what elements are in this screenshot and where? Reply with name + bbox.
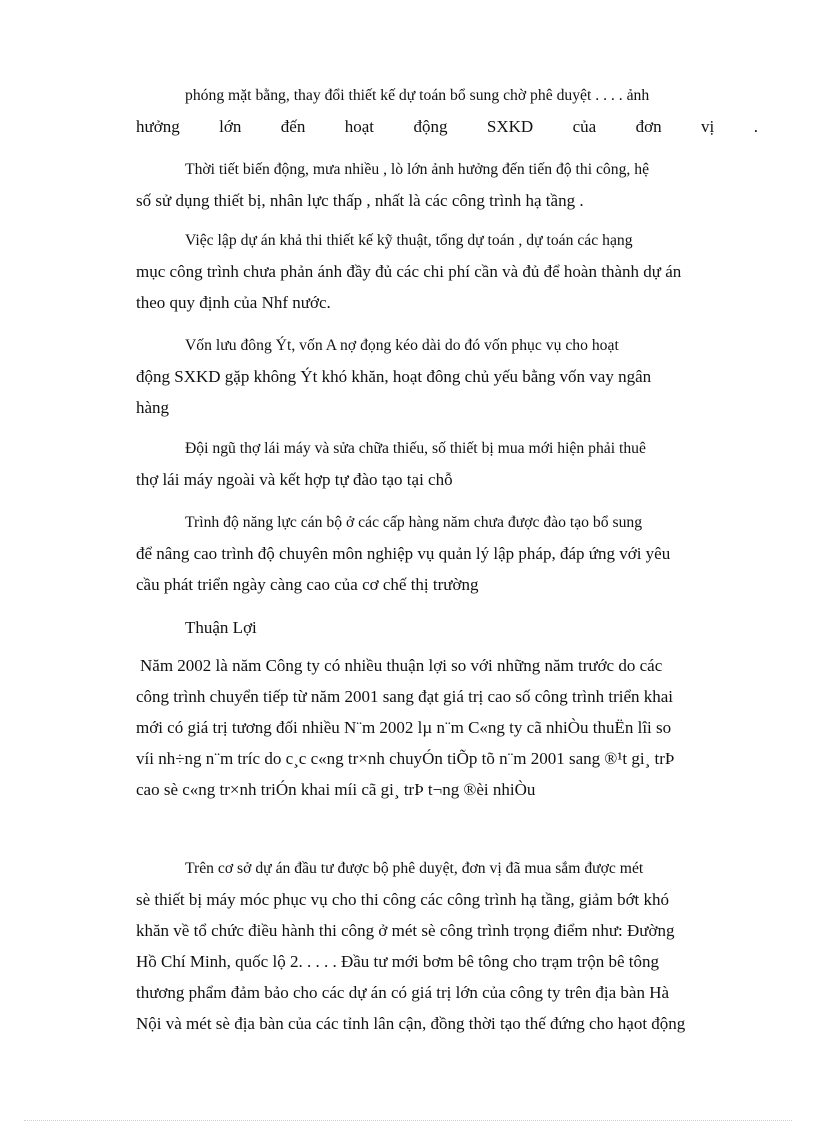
text-line: sè thiết bị máy móc phục vụ cho thi công các công trình hạ tầng, giảm bớt khó xyxy=(136,890,670,909)
text-line-spread xyxy=(136,111,758,142)
paragraph-advantages-2002 xyxy=(136,650,758,805)
text-line: cầu phát triển ngày càng cao của cơ chế thị trường xyxy=(136,575,479,594)
text-line: thương phẩm đảm bảo cho các dự án có giá trị lớn của công ty trên địa bàn Hà xyxy=(136,983,670,1002)
text-line: công trình chuyển tiếp từ năm 2001 sang đạt giá trị cao số công trình triển khai xyxy=(136,687,674,706)
text-line: khăn về tổ chức điều hành thi công ở mét sè công trình trọng điểm như: Đường xyxy=(136,921,675,940)
text-line: động SXKD gặp không Ýt khó khăn, hoạt đông chủ yếu bằng vốn vay ngân xyxy=(136,367,652,386)
word: hoạt xyxy=(344,117,375,136)
word: lớn xyxy=(219,117,242,136)
text-line: mục công trình chưa phản ánh đầy đủ các chi phí cần và đủ để hoàn thành dự án xyxy=(136,262,682,281)
paragraph-working-capital xyxy=(136,330,758,423)
text-line: Trên cơ sở dự án đầu tư được bộ phê duyệt, đơn vị đã mua sắm được mét xyxy=(185,860,644,877)
word: SXKD xyxy=(486,117,534,136)
text-line: số sử dụng thiết bị, nhân lực thấp , nhất là các công trình hạ tầng . xyxy=(136,191,584,210)
text-line: mới có giá trị tương đối nhiều N¨m 2002 lµ n¨m C«ng ty cã nhiÒu thuËn lîi so xyxy=(136,718,672,737)
text-line: phóng mặt bằng, thay đổi thiết kế dự toán bổ sung chờ phê duyệt . . . . ảnh xyxy=(185,87,650,104)
word: . xyxy=(753,117,758,136)
word: của xyxy=(572,117,597,136)
text-line: để nâng cao trình độ chuyên môn nghiệp vụ quản lý lập pháp, đáp ứng với yêu xyxy=(136,544,671,563)
text-line: hàng xyxy=(136,398,170,417)
word: hưởng xyxy=(136,117,180,136)
paragraph-operators xyxy=(136,433,758,495)
word: động xyxy=(413,117,448,136)
paragraph-equipment-investment xyxy=(136,853,758,1039)
text-line: cao sè c«ng tr×nh triÓn khai míi cã gi¸ trÞ t¬ng ®èi nhiÒu xyxy=(136,780,536,799)
text-line: Đội ngũ thợ lái máy và sửa chữa thiếu, số thiết bị mua mới hiện phải thuê xyxy=(185,440,646,457)
word: đến xyxy=(280,117,306,136)
text-line: Hồ Chí Minh, quốc lộ 2. . . . . Đầu tư mới bơm bê tông cho trạm trộn bê tông xyxy=(136,952,659,971)
paragraph-feasibility xyxy=(136,225,758,318)
word: vị xyxy=(701,117,715,136)
section-heading: Thuận Lợi xyxy=(185,618,257,637)
text-line: Thời tiết biến động, mưa nhiều , lò lớn ảnh hưởng đến tiến độ thi công, hệ xyxy=(185,161,650,178)
text-line: Trình độ năng lực cán bộ ở các cấp hàng năm chưa được đào tạo bổ sung xyxy=(185,514,643,531)
word: đơn xyxy=(635,117,662,136)
paragraph-weather xyxy=(136,154,758,216)
page-bottom-rule xyxy=(24,1120,792,1121)
text-line: Năm 2002 là năm Công ty có nhiều thuận lợi so với những năm trước do các xyxy=(140,656,663,675)
text-line: thợ lái máy ngoài và kết hợp tự đào tạo tại chỗ xyxy=(136,470,453,489)
paragraph-site-clearance xyxy=(136,80,758,142)
text-line: Nội và mét sè địa bàn của các tỉnh lân cận, đồng thời tạo thế đứng cho hạot động xyxy=(136,1014,686,1033)
text-line: Việc lập dự án khả thi thiết kế kỹ thuật, tổng dự toán , dự toán các hạng xyxy=(185,232,633,249)
text-line: Vốn lưu đông Ýt, vốn A nợ đọng kéo dài do đó vốn phục vụ cho hoạt xyxy=(185,337,619,354)
text-line: theo quy định của Nhf nước. xyxy=(136,293,331,312)
text-line: víi nh÷ng n¨m tríc do c¸c c«ng tr×nh chuyÓn tiÕp tõ n¨m 2001 sang ®¹t gi¸ trÞ xyxy=(136,749,675,768)
paragraph-staff-training xyxy=(136,507,758,600)
